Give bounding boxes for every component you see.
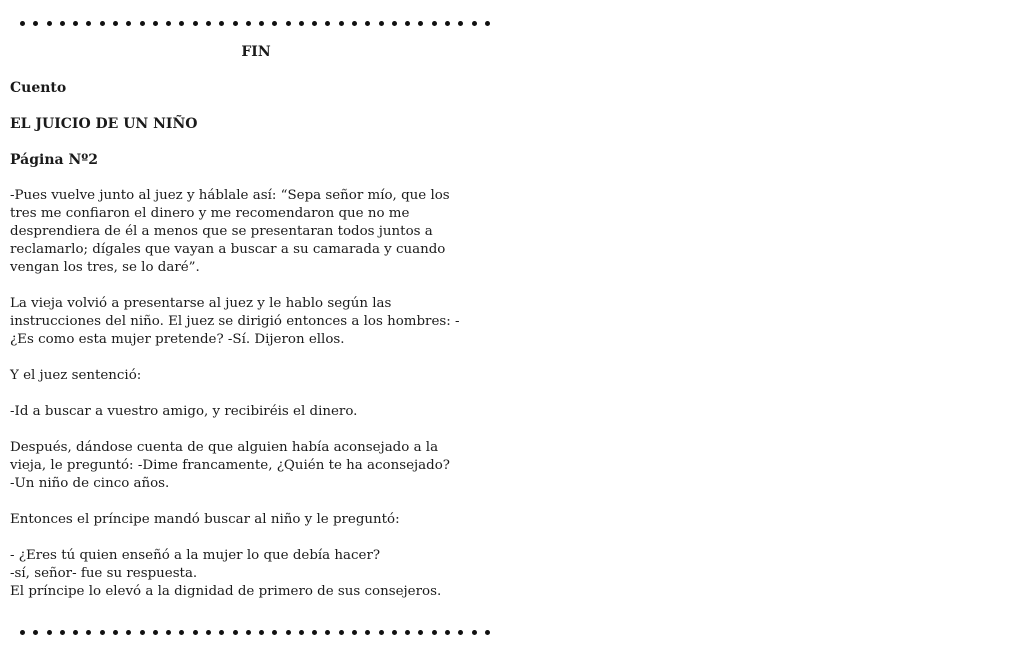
story-body xyxy=(10,187,502,601)
paragraph-line: Entonces el príncipe mandó buscar al niño y le preguntó: xyxy=(10,512,400,527)
divider-dot xyxy=(458,21,463,26)
divider-dot xyxy=(445,21,450,26)
divider-dot xyxy=(153,630,158,635)
page-number-heading: Página Nº2 xyxy=(10,152,98,168)
divider-dot xyxy=(100,21,105,26)
paragraph-line: vieja, le preguntó: -Dime francamente, ¿Quién te ha aconsejado? xyxy=(10,458,450,473)
divider-dot xyxy=(140,21,145,26)
paragraph-line: instrucciones del niño. El juez se dirigió entonces a los hombres: - xyxy=(10,314,460,329)
divider-dot xyxy=(179,630,184,635)
divider-dot xyxy=(392,630,397,635)
divider-dot xyxy=(418,21,423,26)
paragraph-line: Después, dándose cuenta de que alguien había aconsejado a la xyxy=(10,440,439,455)
divider-dot xyxy=(193,630,198,635)
story-paragraph xyxy=(10,439,502,493)
divider-dot xyxy=(405,630,410,635)
divider-dot xyxy=(233,630,238,635)
divider-dot xyxy=(458,630,463,635)
divider-dot xyxy=(472,630,477,635)
story-paragraph xyxy=(10,511,502,529)
divider-dot xyxy=(379,630,384,635)
divider-dot xyxy=(339,630,344,635)
divider-dot xyxy=(352,21,357,26)
paragraph-line: El príncipe lo elevó a la dignidad de primero de sus consejeros. xyxy=(10,584,442,599)
bottom-dotted-divider xyxy=(14,625,496,639)
divider-dot xyxy=(259,21,264,26)
divider-dot xyxy=(432,21,437,26)
story-paragraph xyxy=(10,187,502,277)
divider-dot xyxy=(246,21,251,26)
divider-dot xyxy=(339,21,344,26)
divider-dot xyxy=(312,21,317,26)
divider-dot xyxy=(113,21,118,26)
divider-dot xyxy=(432,630,437,635)
divider-dot xyxy=(179,21,184,26)
divider-dot xyxy=(392,21,397,26)
paragraph-line: -Un niño de cinco años. xyxy=(10,476,170,491)
story-paragraph xyxy=(10,403,502,421)
divider-dot xyxy=(20,21,25,26)
divider-dot xyxy=(206,630,211,635)
divider-dot xyxy=(73,630,78,635)
paragraph-line: -Pues vuelve junto al juez y háblale así: “Sepa señor mío, que los xyxy=(10,188,450,203)
paragraph-line: La vieja volvió a presentarse al juez y le hablo según las xyxy=(10,296,392,311)
divider-dot xyxy=(286,21,291,26)
paragraph-line: -Id a buscar a vuestro amigo, y recibiréis el dinero. xyxy=(10,404,358,419)
divider-dot xyxy=(233,21,238,26)
divider-dot xyxy=(20,630,25,635)
paragraph-line: reclamarlo; dígales que vayan a buscar a su camarada y cuando xyxy=(10,242,446,257)
story-paragraph xyxy=(10,547,502,601)
divider-dot xyxy=(33,630,38,635)
divider-dot xyxy=(485,630,490,635)
genre-heading: Cuento xyxy=(10,80,67,96)
divider-dot xyxy=(47,21,52,26)
paragraph-line: ¿Es como esta mujer pretende? -Sí. Dijeron ellos. xyxy=(10,332,345,347)
paragraph-line: - ¿Eres tú quien enseñó a la mujer lo que debía hacer? xyxy=(10,548,381,563)
divider-dot xyxy=(365,21,370,26)
divider-dot xyxy=(272,21,277,26)
divider-dot xyxy=(379,21,384,26)
divider-dot xyxy=(206,21,211,26)
divider-dot xyxy=(86,21,91,26)
divider-dot xyxy=(405,21,410,26)
divider-dot xyxy=(193,21,198,26)
divider-dot xyxy=(445,630,450,635)
divider-dot xyxy=(153,21,158,26)
paragraph-line: vengan los tres, se lo daré”. xyxy=(10,260,200,275)
divider-dot xyxy=(140,630,145,635)
top-dotted-divider xyxy=(14,16,496,30)
divider-dot xyxy=(472,21,477,26)
divider-dot xyxy=(325,630,330,635)
divider-dot xyxy=(166,21,171,26)
divider-dot xyxy=(86,630,91,635)
divider-dot xyxy=(246,630,251,635)
divider-dot xyxy=(272,630,277,635)
divider-dot xyxy=(325,21,330,26)
divider-dot xyxy=(299,630,304,635)
paragraph-line: -sí, señor- fue su respuesta. xyxy=(10,566,198,581)
divider-dot xyxy=(259,630,264,635)
divider-dot xyxy=(47,630,52,635)
paragraph-line: Y el juez sentenció: xyxy=(10,368,142,383)
story-paragraph xyxy=(10,295,502,349)
divider-dot xyxy=(312,630,317,635)
divider-dot xyxy=(418,630,423,635)
divider-dot xyxy=(60,21,65,26)
divider-dot xyxy=(485,21,490,26)
paragraph-line: desprendiera de él a menos que se presentaran todos juntos a xyxy=(10,224,433,239)
divider-dot xyxy=(219,630,224,635)
divider-dot xyxy=(299,21,304,26)
divider-dot xyxy=(126,630,131,635)
paragraph-line: tres me confiaron el dinero y me recomendaron que no me xyxy=(10,206,410,221)
divider-dot xyxy=(126,21,131,26)
divider-dot xyxy=(33,21,38,26)
end-heading: FIN xyxy=(241,44,271,60)
story-title: EL JUICIO DE UN NIÑO xyxy=(10,116,198,132)
divider-dot xyxy=(166,630,171,635)
divider-dot xyxy=(60,630,65,635)
divider-dot xyxy=(365,630,370,635)
divider-dot xyxy=(286,630,291,635)
divider-dot xyxy=(73,21,78,26)
story-paragraph xyxy=(10,367,502,385)
story-content xyxy=(10,79,502,619)
divider-dot xyxy=(219,21,224,26)
divider-dot xyxy=(352,630,357,635)
divider-dot xyxy=(113,630,118,635)
divider-dot xyxy=(100,630,105,635)
